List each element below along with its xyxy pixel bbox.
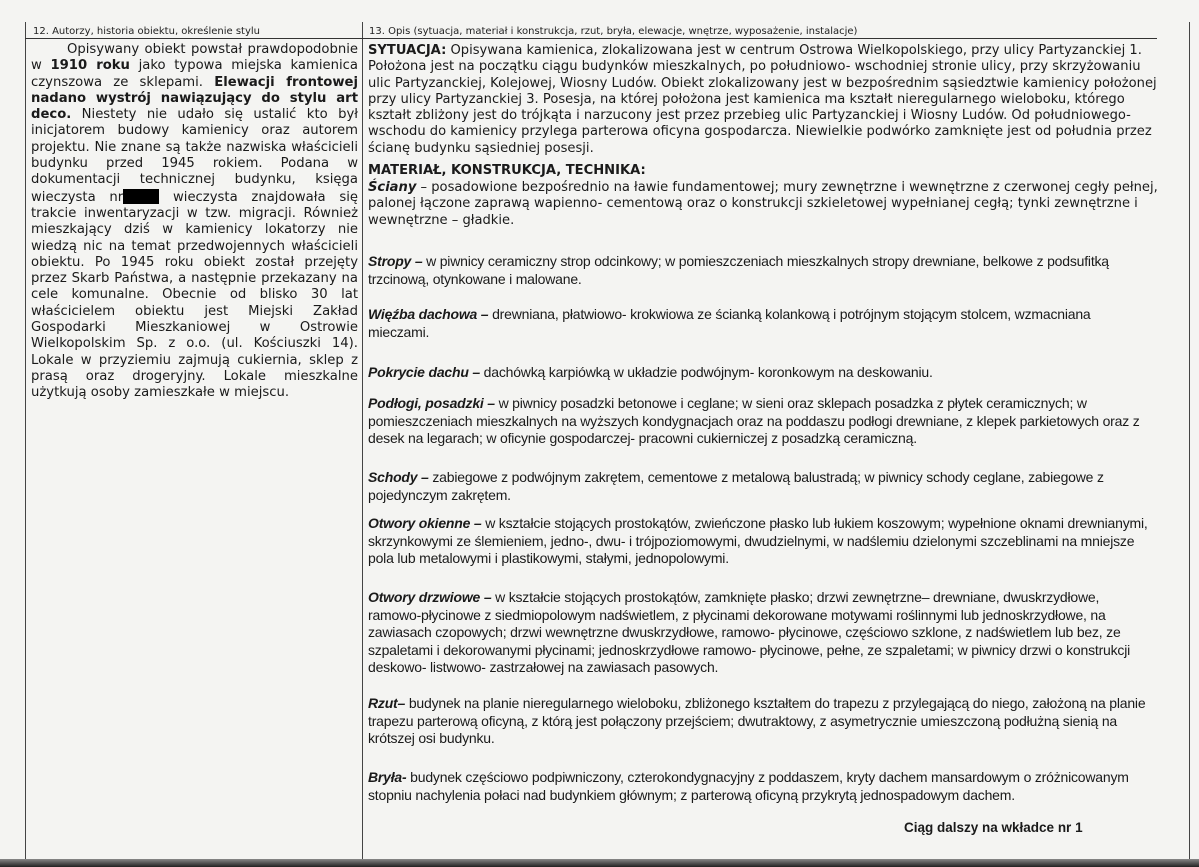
- item-text: drewniana, płatwiowo- krokwiowa ze ścianką kolankową i potrójnym stojącym stolcem, wzmacniana mieczami.: [368, 306, 1091, 340]
- item-label: Stropy –: [368, 253, 423, 269]
- item-label: Pokrycie dachu –: [368, 364, 480, 380]
- section-12-header: 12. Autorzy, historia obiektu, określenie stylu: [33, 26, 261, 37]
- section-12-text: [31, 42, 358, 402]
- material-header: MATERIAŁ, KONSTRUKCJA, TECHNIKA:: [368, 163, 646, 178]
- item-label: Podłogi, posadzki –: [368, 395, 495, 411]
- item-rzut: [368, 695, 1148, 748]
- item-text: dachówką karpiówką w układzie podwójnym- koronkowym na deskowaniu.: [479, 364, 933, 380]
- scan-edge: [0, 859, 1199, 867]
- item-sciany: [368, 180, 1158, 229]
- item-wiezba: [368, 306, 1148, 341]
- text: jako typowa miejska kamienica czynszowa ze sklepami.: [31, 58, 358, 90]
- item-label: Bryła-: [368, 769, 407, 785]
- item-stropy: [368, 253, 1148, 288]
- item-schody: [368, 469, 1148, 504]
- item-text: w piwnicy ceramiczny strop odcinkowy; w pomieszczeniach mieszkalnych stropy drewniane, belkowe z podsufitką trzcinową, otynkowane i malowane.: [368, 253, 1109, 287]
- item-text: w piwnicy posadzki betonowe i ceglane; w sieni oraz sklepach posadzka z płytek ceramicznych; w pomieszczeniach mieszkalnych na wyższych kondygnacjach oraz na poddaszu podłogi drewniane, z klepek parkietowych oraz z desek na legarach; w oficynie gospodarczej- pracowni cukierniczej z posadzką ceramiczną.: [368, 395, 1140, 447]
- item-label: Więźba dachowa –: [368, 306, 489, 322]
- item-text: – posadowione bezpośrednio na ławie fundamentowej; mury zewnętrzne i wewnętrzne z czerwonej cegły pełnej, palonej łączone zaprawą wapienno- cementową oraz o konstrukcji szkieletowej wypełnianej cegłą; tynki zewnętrzne i wewnętrzne – gładkie.: [368, 180, 1158, 228]
- item-text: zabiegowe z podwójnym zakrętem, cementowe z metalową balustradą; w piwnicy schody ceglane, zabiegowe z pojedynczym zakrętem.: [368, 469, 1104, 503]
- item-otwory-drzwiowe: [368, 589, 1148, 677]
- text: Opisywany obiekt powstał prawdopodobnie w: [31, 42, 358, 74]
- year-highlight: 1910 roku: [50, 58, 130, 74]
- item-text: budynek częściowo podpiwniczony, czterokondygnacyjny z poddaszem, kryty dachem mansardowym o zróżnicowanym stopniu nachylenia połaci nad budynkiem głównym; z parterową oficyną przykrytą jednospadowym dachem.: [368, 769, 1129, 803]
- item-otwory-okienne: [368, 515, 1148, 568]
- item-label: Otwory drzwiowe –: [368, 589, 492, 605]
- sytuacja-label: SYTUACJA:: [368, 43, 447, 58]
- text: Opisywana kamienica, zlokalizowana jest w centrum Ostrowa Wielkopolskiego, przy ulicy Partyzanckiej 1. Położona jest na początku ciągu budynków mieszkalnych, po południowo- wschodniej stronie ulicy, przy skrzyżowaniu ulic Partyzanckiej, Kolejowej, Wiosny Ludów. Obiekt zlokalizowany jest w bezpośrednim sąsiedztwie kamienicy położonej przy ulicy Partyzanckiej 3. Posesja, na której położona jest kamienica ma kształt nieregularnego wieloboku, którego kształt zbliżony jest do trójkąta i narzucony jest przez przebieg ulic Partyzanckiej i Wiosny Ludów. Od południowego- wschodu do kamienicy przylega parterowa oficyna gospodarcza. Niewielkie podwórko zamknięte jest od południa przez ścianę budynku sąsiedniej posesji.: [368, 43, 1157, 156]
- item-label: Ściany: [368, 180, 417, 195]
- header-underline: [362, 38, 1157, 39]
- sytuacja-paragraph: [368, 43, 1158, 157]
- item-text: w kształcie stojących prostokątów, zamknięte płasko; drzwi zewnętrzne– drewniane, dwuskrzydłowe, ramowo-płycinowe z siedmiopolowym nadświetlem, z płycinami dekorowane motywami roślinnymi lub jednoskrzydłowe, na zawiasach czopowych; drzwi wewnętrzne dwuskrzydłowe, ramowo- płycinowe, częściowo szklone, z nadświetlem lub bez, ze szpaletami i dekorowanymi płycinami; jednoskrzydłowe ramowo- płycinowe, pełne, ze szpaletami; w piwnicy drzwi o konstrukcji deskowo- listwowo- zastrzałowej na zawiasach pasowych.: [368, 589, 1131, 676]
- section-13-header: 13. Opis (sytuacja, materiał i konstrukcja, rzut, bryła, elewacje, wnętrze, wyposażenie, instalacje): [369, 26, 858, 37]
- item-pokrycie: [368, 364, 1148, 382]
- item-bryla: [368, 769, 1148, 804]
- text: wieczysta znajdowała się trakcie inwentaryzacji w tzw. migracji. Również mieszkający dziś w kamienicy lokatorzy nie wiedzą nic na temat przedwojennych właścicieli obiektu. Po 1945 roku obiekt został przejęty przez Skarb Państwa, a następnie przekazany na cele komunalne. Obecnie od blisko 30 lat właścicielem obiektu jest Miejski Zakład Gospodarki Mieszkaniowej w Ostrowie Wielkopolskim Sp. z o.o. (ul. Kościuszki 14). Lokale w przyziemiu zajmują cukiernia, sklep z prasą oraz drogeryjny. Lokale mieszkalne użytkują osoby zamieszkałe w miejscu.: [31, 189, 358, 401]
- item-label: Rzut–: [368, 695, 406, 711]
- item-podlogi: [368, 395, 1148, 448]
- item-label: Otwory okienne –: [368, 515, 482, 531]
- item-text: w kształcie stojących prostokątów, zwieńczone płasko lub łukiem koszowym; wypełnione oknami drewnianymi, skrzynkowymi ze ślemieniem, jedno-, dwu- i trójpoziomowymi, dwudzielnymi, w nadślemiu dzielonymi szczeblinami na mniejsze pola lub metalowymi i plastikowymi, stałymi, jednopolowymi.: [368, 515, 1148, 567]
- item-label: Schody –: [368, 469, 429, 485]
- redaction-box: [123, 189, 159, 204]
- text: Niestety nie udało się ustalić kto był inicjatorem budowy kamienicy oraz autorem projektu. Nie znane są także nazwiska właścicieli budynku przed 1945 rokiem. Podana w dokumentacji technicznej budynku, księga wieczysta nr: [31, 107, 358, 205]
- header-underline: [25, 38, 362, 39]
- item-text: budynek na planie nieregularnego wieloboku, zbliżonego kształtem do trapezu z przylegającą do niego, założoną na planie trapezu parterową oficyną, z którą jest połączony przejściem; dwutraktowy, z asymetrycznie umieszczoną podłużną sienią na krótszej osi budynku.: [368, 695, 1146, 747]
- continuation-note: Ciąg dalszy na wkładce nr 1: [904, 820, 1083, 835]
- style-highlight: Elewacji frontowej nadano wystrój nawiązujący do stylu art deco.: [31, 74, 358, 123]
- column-divider: [362, 22, 363, 867]
